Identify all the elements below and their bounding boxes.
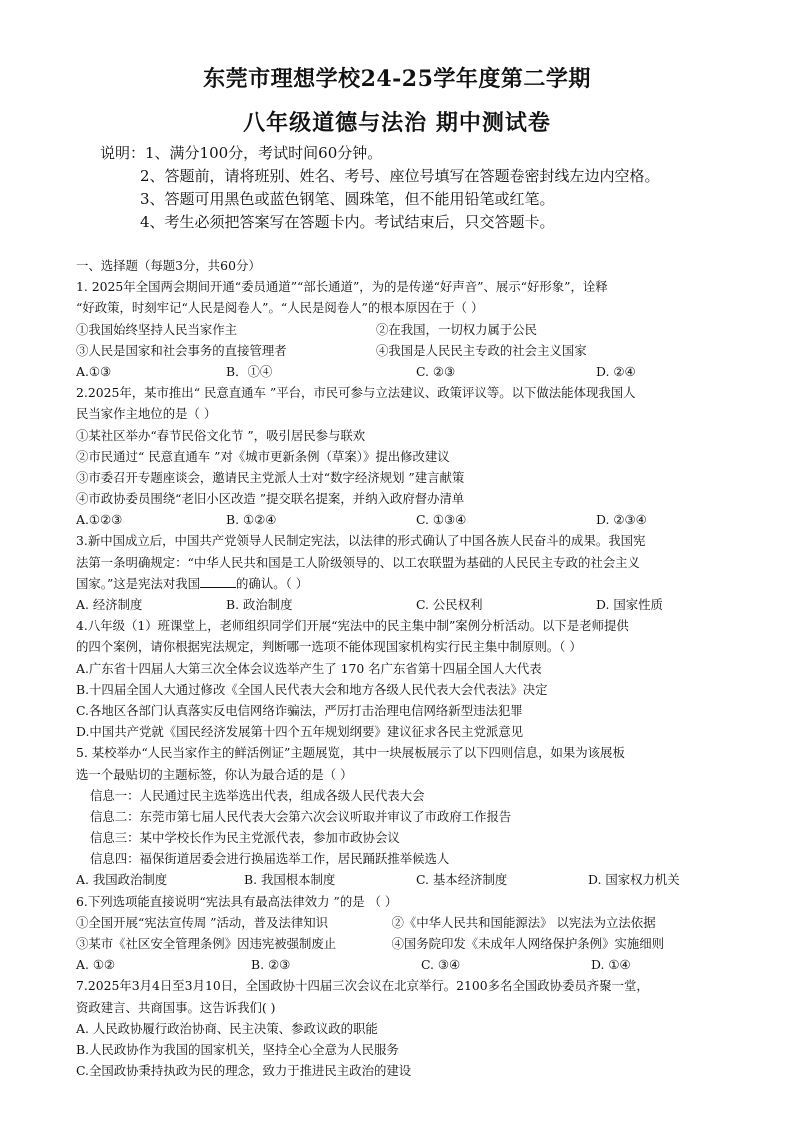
- instruction-4: 4、考生必须把答案写在答题卡内。考试结束后，只交答题卡。: [140, 213, 555, 231]
- q5-choices: [76, 869, 726, 890]
- q2-choice-a: A.①②③: [76, 512, 123, 528]
- q1-stem-1: 1. 2025年全国两会期间开通“委员通道”“部长通道”，为的是传递“好声音”、展示“好形象”，诠释: [76, 279, 608, 295]
- q5-stem-1: 5. 某校举办“人民当家作主的鲜活例证”主题展览，其中一块展板展示了以下四则信息，如果为该展板: [76, 745, 625, 761]
- q6-choice-d: D. ①④: [591, 957, 631, 973]
- instruction-3: 3、答题可用黑色或蓝色钢笔、圆珠笔，但不能用铅笔或红笔。: [140, 190, 555, 208]
- q5-info-2: 信息二：东莞市第七届人民代表大会第六次会议听取并审议了市政府工作报告: [90, 808, 512, 824]
- q2-choice-d: D. ②③④: [596, 512, 647, 528]
- instruction-1: 说明：1、满分100分，考试时间60分钟。: [100, 144, 383, 162]
- q6-stem: 6.下列选项能直接说明“宪法具有最高法律效力 ”的是 （ ）: [76, 893, 398, 909]
- q7-option-a: A. 人民政协履行政治协商、民主决策、参政议政的职能: [76, 1020, 378, 1036]
- q1-option-1: ①我国始终坚持人民当家作主: [76, 321, 238, 337]
- q1-choice-a: A.①③: [76, 363, 112, 379]
- q5-info-4: 信息四：福保街道居委会进行换届选举工作，居民踊跃推举候选人: [90, 851, 450, 867]
- question-body: [76, 255, 726, 1081]
- q1-option-3: ③人民是国家和社会事务的直接管理者: [76, 342, 287, 358]
- q6-choices: [76, 954, 726, 975]
- q1-options-row-2: [76, 340, 726, 361]
- q5-choice-c: C. 基本经济制度: [416, 872, 508, 888]
- q1-choice-d: D. ②④: [596, 363, 636, 379]
- q1-stem-2: “好政策，时刻牢记“人民是阅卷人”。“人民是阅卷人”的根本原因在于（ ）: [76, 300, 484, 316]
- q4-option-a: A.广东省十四届人大第三次全体会议选举产生了 170 名广东省第十四届全国人大代表: [76, 660, 542, 676]
- q1-choices: [76, 361, 726, 382]
- q2-option-4: ④市政协委员围绕“老旧小区改造 ”提交联名提案，并纳入政府督办清单: [76, 491, 465, 507]
- q7-option-c: C.全国政协秉持执政为民的理念，致力于推进民主政治的建设: [76, 1063, 412, 1079]
- q3-stem-2: 法第一条明确规定：“中华人民共和国是工人阶级领导的、以工农联盟为基础的人民民主专政的社会主义: [76, 554, 640, 570]
- q5-choice-d: D. 国家权力机关: [588, 872, 680, 888]
- q1-option-2: ②在我国，一切权力属于公民: [376, 321, 538, 337]
- q5-info-3: 信息三：某中学校长作为民主党派代表，参加市政协会议: [90, 830, 400, 846]
- section-heading: 一、选择题（每题3分，共60分）: [76, 258, 261, 273]
- q3-choice-a: A. 经济制度: [76, 597, 143, 612]
- q7-stem-2: 资政建言、共商国事。这告诉我们( ): [76, 999, 276, 1015]
- exam-title-school: 东莞市理想学校24-25学年度第二学期: [203, 66, 591, 92]
- q2-stem-1: 2.2025年，某市推出“ 民意直通车 ”平台，市民可参与立法建议、政策评议等。以下做法能体现我国人: [76, 385, 636, 401]
- q6-options-row-1: [76, 912, 726, 933]
- q3-choice-d: D. 国家性质: [596, 597, 663, 612]
- q1-choice-b: B．①④: [226, 363, 273, 379]
- q6-choice-a: A. ①②: [76, 957, 116, 973]
- q1-options-row-1: [76, 319, 726, 340]
- q2-option-1: ①某社区举办“春节民俗文化节 ”，吸引居民参与联欢: [76, 427, 366, 443]
- q4-option-d: D.中国共产党就《国民经济发展第十四个五年规划纲要》建议征求各民主党派意见: [76, 724, 524, 740]
- q3-blank: [200, 573, 236, 588]
- q6-choice-c: C. ③④: [421, 957, 461, 973]
- q2-choice-b: B. ①②④: [226, 512, 277, 528]
- q6-option-3: ③某市《社区安全管理条例》因违宪被强制废止: [76, 936, 337, 951]
- q2-option-3: ③市委召开专题座谈会，邀请民主党派人士对“数字经济规划 ”建言献策: [76, 469, 465, 485]
- q1-option-4: ④我国是人民民主专政的社会主义国家: [376, 342, 587, 358]
- q5-choice-b: B. 我国根本制度: [244, 872, 336, 888]
- q5-stem-2: 选一个最贴切的主题标签，你认为最合适的是（ ）: [76, 766, 353, 782]
- q4-option-b: B.十四届全国人大通过修改《全国人民代表大会和地方各级人民代表大会代表法》决定: [76, 681, 548, 697]
- q2-choice-c: C. ①③④: [416, 512, 467, 528]
- q3-choices: [76, 594, 726, 615]
- q6-options-row-2: [76, 933, 726, 954]
- q6-option-1: ①全国开展“宪法宣传周 ”活动，普及法律知识: [76, 914, 329, 930]
- q3-stem-3: [76, 573, 726, 594]
- exam-instructions: [100, 142, 740, 234]
- q4-stem-1: 4.八年级（1）班课堂上，老师组织同学们开展“宪法中的民主集中制”案例分析活动。以下是老师提供: [76, 618, 629, 634]
- exam-title-subject: 八年级道德与法治 期中测试卷: [243, 110, 551, 136]
- q4-option-c: C.各地区各部门认真落实反电信网络诈骗法，严厉打击治理电信网络新型违法犯罪: [76, 702, 523, 718]
- q2-option-2: ②市民通过“ 民意直通车 ”对《城市更新条例（草案）》提出修改建议: [76, 448, 450, 464]
- q2-stem-2: 民当家作主地位的是（ ）: [76, 406, 217, 422]
- q3-stem-1: 3.新中国成立后，中国共产党领导人民制定宪法，以法律的形式确认了中国各族人民奋斗的成果。我国宪: [76, 533, 646, 549]
- q3-stem-3a: 国家。”这是宪法对我国: [76, 575, 201, 591]
- q6-option-4: ④国务院印发《未成年人网络保护条例》实施细则: [391, 936, 665, 951]
- q1-choice-c: C. ②③: [416, 363, 456, 379]
- q6-option-2: ②《中华人民共和国能源法》 以宪法为立法依据: [391, 914, 656, 930]
- q7-option-b: B.人民政协作为我国的国家机关，坚持全心全意为人民服务: [76, 1041, 399, 1057]
- instruction-2: 2、答题前，请将班别、姓名、考号、座位号填写在答题卷密封线左边内空格。: [140, 167, 660, 185]
- q5-info-1: 信息一：人民通过民主选举选出代表，组成各级人民代表大会: [90, 787, 425, 803]
- q2-choices: [76, 509, 726, 530]
- q6-choice-b: B. ②③: [251, 957, 291, 973]
- q3-stem-3b: 的确认。（ ）: [236, 575, 309, 591]
- q7-stem-1: 7.2025年3月4日至3月10日，全国政协十四届三次会议在北京举行。2100多名全国政协委员齐聚一堂，: [76, 978, 649, 994]
- q3-choice-b: B. 政治制度: [226, 597, 293, 612]
- q4-stem-2: 的四个案例，请你根据宪法规定，判断哪一选项不能体现国家机构实行民主集中制原则。（ ）: [76, 639, 582, 655]
- q3-choice-c: C. 公民权利: [416, 597, 483, 612]
- q5-choice-a: A. 我国政治制度: [76, 872, 168, 888]
